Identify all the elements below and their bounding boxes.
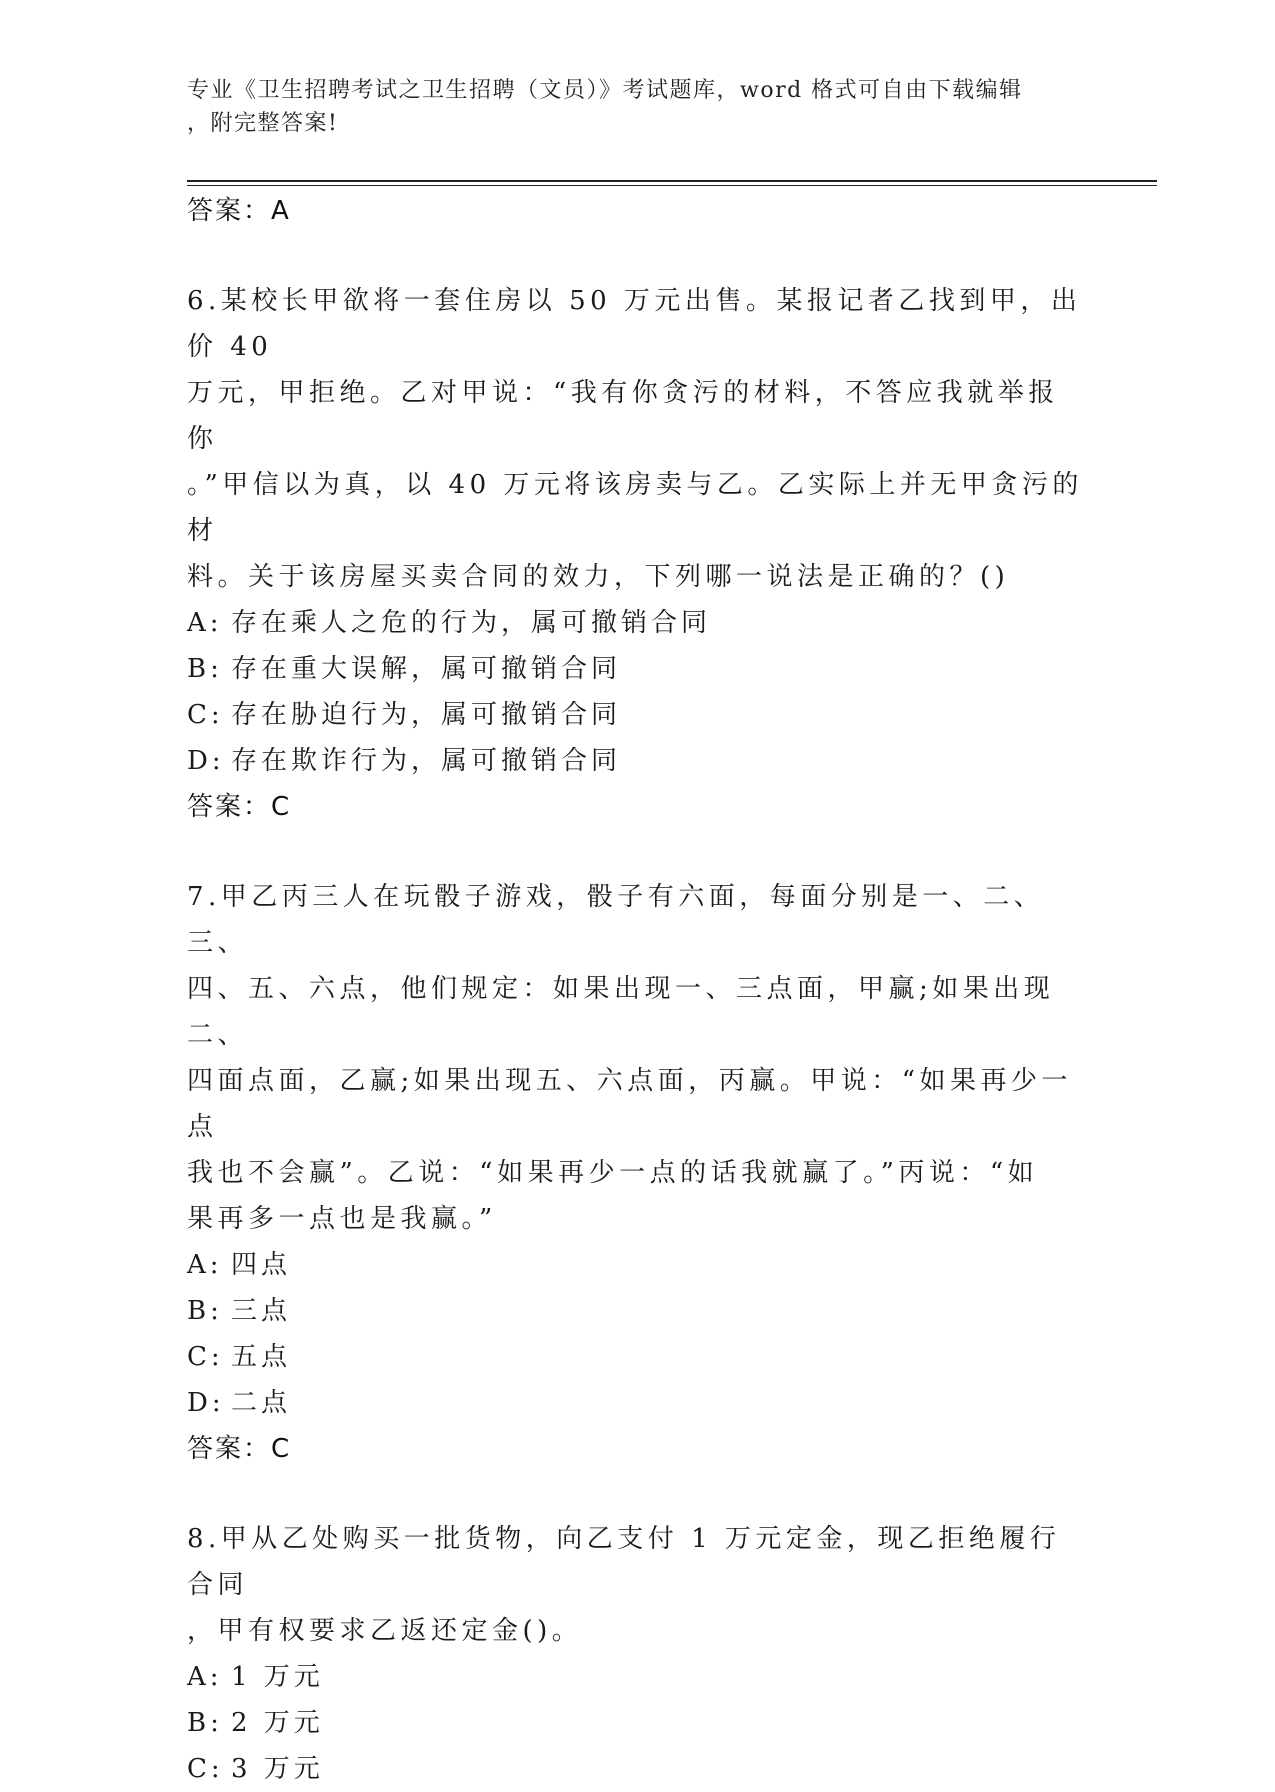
previous-answer: 答案：A (187, 196, 291, 226)
option-b (187, 646, 1087, 692)
question-8 (187, 1516, 1087, 1792)
spacer (187, 830, 1087, 874)
question-stem (187, 278, 1087, 600)
spacer (187, 234, 1087, 278)
stem-line: 万元，甲拒绝。乙对甲说：“我有你贪污的材料，不答应我就举报你 (187, 378, 1059, 454)
option-d (187, 1380, 1087, 1426)
option-letter: B: (187, 1296, 223, 1326)
option-a (187, 1654, 1087, 1700)
option-letter: C: (187, 1342, 224, 1372)
option-letter: D: (187, 1388, 225, 1418)
question-answer: 答案：C (187, 1434, 292, 1464)
option-text: 2 万元 (231, 1708, 324, 1738)
option-text: 三点 (231, 1296, 292, 1326)
option-text: 存在胁迫行为，属可撤销合同 (231, 700, 622, 730)
stem-line: 6.某校长甲欲将一套住房以 50 万元出售。某报记者乙找到甲，出价 40 (187, 286, 1082, 362)
option-letter: A: (187, 608, 223, 638)
stem-line: 料。关于该房屋买卖合同的效力，下列哪一说法是正确的？() (187, 562, 1010, 592)
option-text: 五点 (231, 1342, 292, 1372)
option-c (187, 1746, 1087, 1792)
stem-line: 8.甲从乙处购买一批货物，向乙支付 1 万元定金，现乙拒绝履行合同 (187, 1524, 1061, 1600)
header-divider-thick (187, 180, 1157, 182)
option-letter: B: (187, 654, 223, 684)
stem-line: 四、五、六点，他们规定：如果出现一、三点面，甲赢;如果出现二、 (187, 974, 1055, 1050)
question-stem (187, 874, 1087, 1242)
option-d (187, 738, 1087, 784)
option-letter: C: (187, 700, 224, 730)
option-letter: B: (187, 1708, 223, 1738)
option-letter: C: (187, 1754, 224, 1784)
option-text: 四点 (231, 1250, 292, 1280)
option-c (187, 1334, 1087, 1380)
option-text: 二点 (231, 1388, 292, 1418)
option-text: 存在欺诈行为，属可撤销合同 (231, 746, 622, 776)
option-text: 存在重大误解，属可撤销合同 (231, 654, 622, 684)
option-c (187, 692, 1087, 738)
stem-line: 。”甲信以为真，以 40 万元将该房卖与乙。乙实际上并无甲贪污的材 (187, 470, 1083, 546)
option-b (187, 1288, 1087, 1334)
document-header (187, 74, 1087, 140)
header-line-1: 专业《卫生招聘考试之卫生招聘（文员）》考试题库，word 格式可自由下载编辑 (187, 78, 1023, 103)
question-6 (187, 278, 1087, 830)
option-a (187, 600, 1087, 646)
option-text: 3 万元 (231, 1754, 324, 1784)
option-text: 存在乘人之危的行为，属可撤销合同 (231, 608, 712, 638)
stem-line: 7.甲乙丙三人在玩骰子游戏，骰子有六面，每面分别是一、二、三、 (187, 882, 1045, 958)
stem-line: ，甲有权要求乙返还定金()。 (187, 1616, 583, 1646)
document-body (187, 188, 1087, 1792)
option-a (187, 1242, 1087, 1288)
spacer (187, 1472, 1087, 1516)
option-letter: D: (187, 746, 225, 776)
option-text: 1 万元 (231, 1662, 324, 1692)
question-7 (187, 874, 1087, 1472)
header-line-2: ，附完整答案! (187, 111, 339, 136)
header-divider-thin (187, 185, 1157, 186)
question-answer: 答案：C (187, 792, 292, 822)
option-letter: A: (187, 1662, 223, 1692)
option-letter: A: (187, 1250, 223, 1280)
question-stem (187, 1516, 1087, 1654)
stem-line: 四面点面，乙赢;如果出现五、六点面，丙赢。甲说：“如果再少一点 (187, 1066, 1073, 1142)
stem-line: 我也不会赢”。乙说：“如果再少一点的话我就赢了。”丙说：“如 (187, 1158, 1039, 1188)
option-b (187, 1700, 1087, 1746)
stem-line: 果再多一点也是我赢。” (187, 1204, 497, 1234)
